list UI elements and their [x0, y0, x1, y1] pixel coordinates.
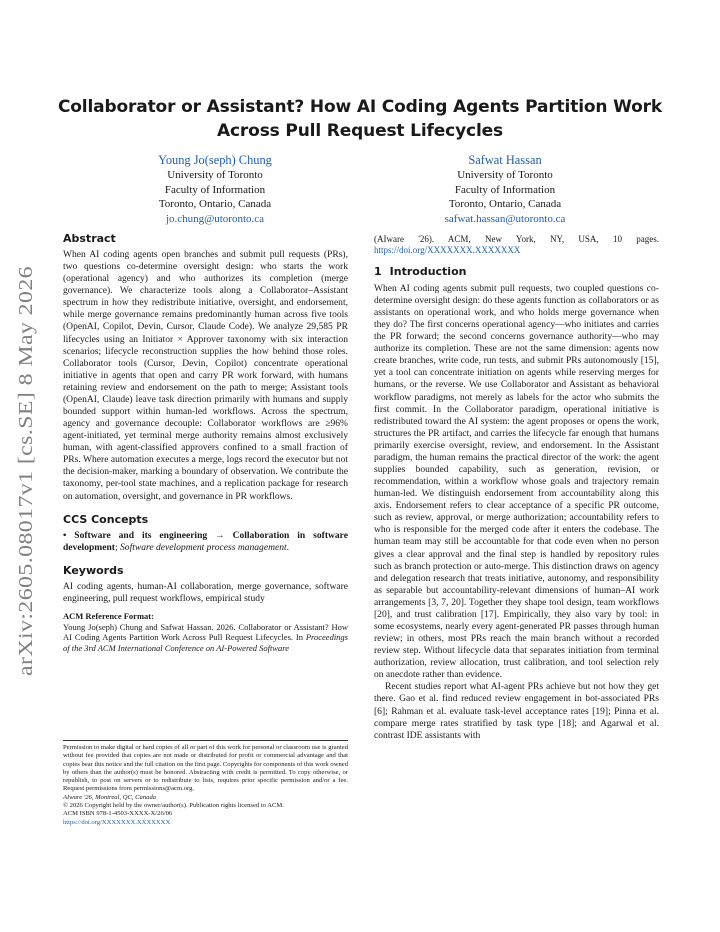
permission-footnote — [63, 740, 348, 827]
keywords-text: AI coding agents, human-AI collaboration, merge governance, software engineering, pull request workflows, empirical study — [63, 580, 348, 604]
ccs-secondary: Software development process management — [120, 541, 287, 553]
acm-reference-venue: (AIware '26). ACM, New York, NY, USA, 10 pages. — [374, 234, 659, 244]
keywords-heading: Keywords — [63, 563, 124, 577]
abstract-text: When AI coding agents open branches and submit pull requests (PRs), two questions co-determine oversight design: who starts the work (operational agency) and who authorizes its completion (merge governance). We characterize tools along a Collaborator–Assistant spectrum in how they redistribute initiative, oversight, and endorsement, while merge governance remains predominantly human across five tools (OpenAI, Copilot, Devin, Cursor, Claude Code). We analyze 29,585 PR lifecycles using an Initiator × Approver taxonomy with six interaction scenarios; lifecycle reconstruction supplies the how behind those roles. Collaborator tools (Cursor, Devin, Copilot) concentrate operational initiative in agents that open and carry PR work forward, with humans retaining review and endorsement on the path to merge; Assistant tools (OpenAI, Claude) leave task direction primarily with humans and supply bounded support within human-led workflows. Across the spectrum, agency and governance decouple: Collaborator workflows are ≥96% agent-initiated, yet terminal merge authority remains almost exclusively human, with agent-classified approvers confined to a small fraction of PRs. Where automation executes a merge, logs record the executor but not the decision-maker, marking a boundary of observation. We contribute the taxonomy, per-tool state machines, and a replication package for research on automation, oversight, and governance in PR workflows. — [63, 249, 348, 502]
acm-reference-citation: Young Jo(seph) Chung and Safwat Hassan. 2026. Collaborator or Assistant? How AI Coding Agents Partition Work Across Pull Request Lifecycles. In — [63, 621, 348, 643]
acm-reference-text — [63, 622, 348, 654]
author-affiliation-line: Toronto, Ontario, Canada — [448, 198, 562, 211]
ccs-separator: ; — [114, 541, 121, 553]
acm-reference-heading: ACM Reference Format: — [63, 610, 154, 621]
acm-reference-doi-link[interactable]: https://doi.org/XXXXXXX.XXXXXXX — [374, 245, 521, 256]
section-title: Introduction — [389, 264, 467, 278]
arxiv-stamp-text: arXiv:2605.08017v1 [cs.SE] 8 May 2026 — [15, 323, 37, 676]
introduction-heading — [374, 265, 659, 279]
permission-venue: AIware '26, Montreal, QC, Canada — [63, 793, 157, 801]
section-number: 1 — [374, 264, 382, 278]
abstract-heading: Abstract — [63, 232, 116, 245]
paper-title: Collaborator or Assistant? How AI Coding Agents Partition Work Across Pull Request Lifecycles — [57, 97, 663, 141]
ccs-concepts — [63, 530, 348, 554]
author-affiliation-line: Faculty of Information — [454, 183, 556, 196]
left-column — [63, 232, 348, 654]
permission-doi-link[interactable]: https://doi.org/XXXXXXX.XXXXXXX — [63, 818, 171, 826]
introduction-paragraph-2: Recent studies report what AI-agent PRs achieve but not how they get there. Gao et al. find reduced review engagement in bot-associated PRs [6]; Rahman et al. evaluate task-level acceptance rates [19]; Pinna et al. compare merge rates stratified by task type [18]; and Agarwal et al. contrast IDE assistants with — [374, 681, 659, 741]
author-affiliation-line: Faculty of Information — [164, 183, 266, 196]
permission-isbn: ACM ISBN 978-1-4503-XXXX-X/26/06 — [63, 810, 173, 818]
ccs-primary: • Software and its engineering → Collaboration in software development — [63, 529, 348, 553]
author-name: Safwat Hassan — [468, 153, 542, 167]
ccs-heading: CCS Concepts — [63, 512, 149, 526]
introduction-paragraph-1: When AI coding agents submit pull requests, two coupled questions co-determine oversight design: do these agents function as collaborators or as assistants on operational work, and who holds merge governance when they do? The first concerns operational agency—who initiates and carries the PR forward; the second concerns governance authority—who may authorize its completion. These are not the same dimension: agents now create branches, write code, run tests, and submit PRs autonomously [15], yet a tool can concentrate initiation on agents while reserving merges for humans, or the reverse. We use Collaborator and Assistant as behavioral workflow paradigms, not merely as labels for the actor who submits the first commit. In the Collaborator paradigm, operational initiative is redistributed toward the AI system: the agent proposes or opens the work, structures the PR artifact, and carries the lifecycle far enough that humans primarily exercise oversight, review, and endorsement. In the Assistant paradigm, the human remains the practical director of the work: the agent supplies bounded capability, such as generation, revision, or recommendation, within a workflow whose goals and trajectory remain human-led. We distinguish endorsement from accountability along this axis. Endorsement refers to clear acceptance of a specific PR outcome, such as review, approval, or merge authorization; accountability refers to who is responsible for the merged code after it enters the codebase. The human team may still be accountable for that code even when no person gives a clear approval and the final step is handled by repository rules such as branch protection or auto-merge. This distinction draws on agency and delegation research that treats initiative, autonomy, and responsibility as separable but accountability-relevant dimensions of human–AI work arrangements [3, 7, 20]. Together they shape tool design, team workflows [20], and trust calibration [17]. Empirically, they also vary by tool: in some ecosystems, nearly every agent-generated PR passes through human review; in others, most PRs reach the main branch without a recorded review step. Without lifecycle data that separates initiation from terminal authorization, review allocation, trust calibration, and tool selection rely on anecdote rather than evidence. — [374, 282, 659, 681]
acm-reference-continuation — [374, 234, 659, 257]
author-email-link[interactable]: safwat.hassan@utoronto.ca — [444, 212, 566, 225]
arxiv-stamp — [6, 258, 42, 678]
author-block-1 — [95, 152, 335, 226]
right-column — [374, 234, 659, 742]
author-block-2 — [385, 152, 625, 226]
permission-copyright: © 2026 Copyright held by the owner/author(s). Publication rights licensed to ACM. — [63, 802, 284, 810]
author-email-link[interactable]: jo.chung@utoronto.ca — [165, 212, 265, 225]
ccs-end: . — [286, 541, 290, 553]
author-affiliation-line: University of Toronto — [167, 169, 263, 181]
acm-reference-proceedings: Proceedings of the 3rd ACM International Conference on AI-Powered Software — [63, 632, 348, 653]
permission-text: Permission to make digital or hard copies of all or part of this work for personal or classroom use is granted without fee provided that copies are not made or distributed for profit or commercial advantage and that copies bear this notice and the full citation on the first page. Copyrights for components of this work owned by others than the author(s) must be honored. Abstracting with credit is permitted. To copy otherwise, or republish, to post on servers or to redistribute to lists, requires prior specific permission and/or a fee. Request permissions from permissions@acm.org. — [63, 744, 348, 793]
author-name: Young Jo(seph) Chung — [158, 153, 272, 167]
author-affiliation-line: University of Toronto — [457, 169, 553, 181]
author-affiliation-line: Toronto, Ontario, Canada — [158, 198, 272, 211]
